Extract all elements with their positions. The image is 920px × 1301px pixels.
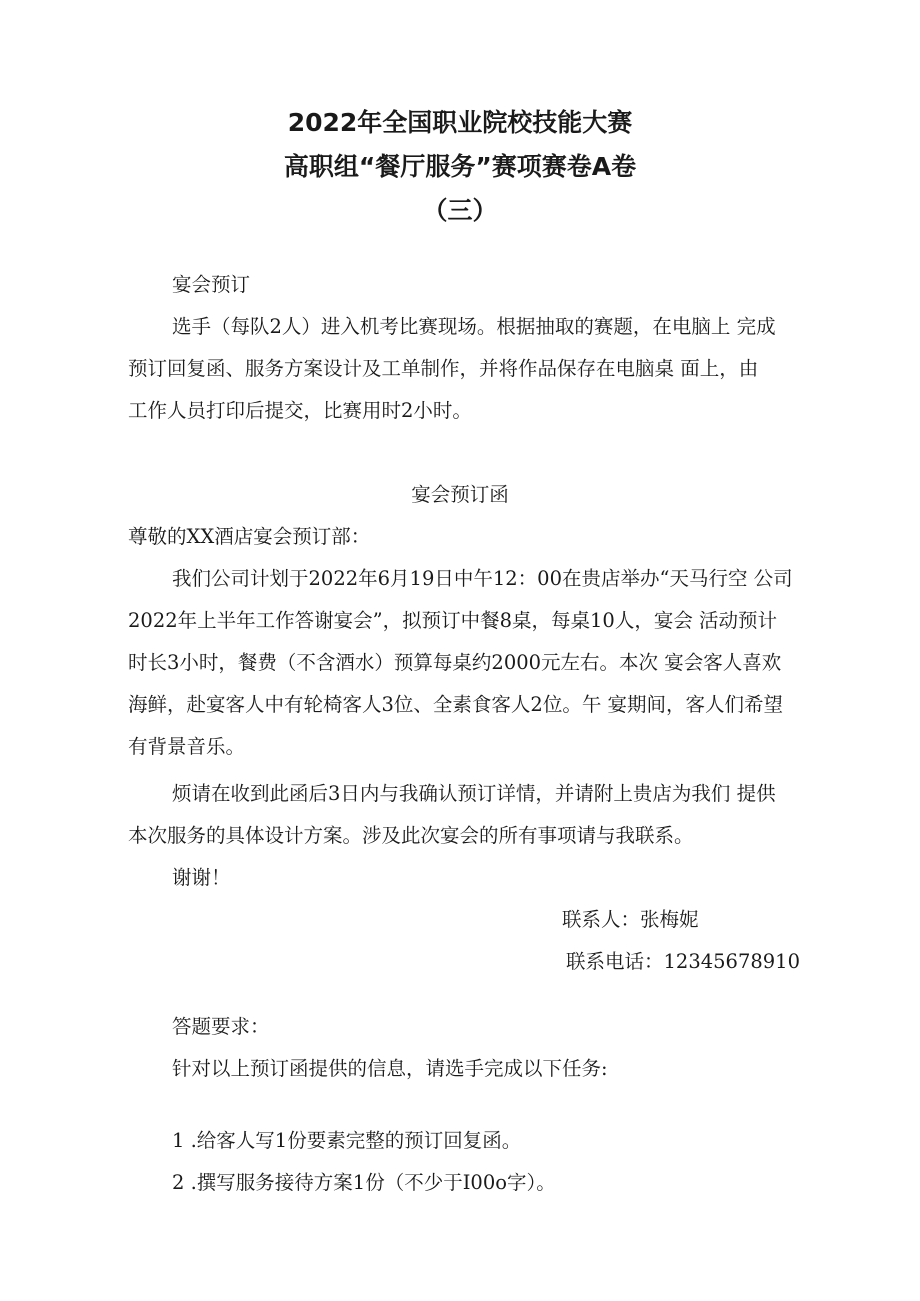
- letter-para1-line-5: 有背景音乐。: [128, 735, 246, 758]
- letter-title: 宴会预订函: [411, 483, 509, 506]
- contact-person: 联系人：张梅妮: [562, 908, 699, 931]
- intro-line-3: 工作人员打印后提交，比赛用时2小时。: [128, 399, 472, 422]
- title-line-3: （三）: [422, 196, 498, 225]
- requirement-item-1: 1 .给客人写1份要素完整的预订回复函。: [172, 1129, 522, 1152]
- requirements-intro: 针对以上预订函提供的信息，请选手完成以下任务:: [172, 1057, 608, 1080]
- letter-para2-line-1: 烦请在收到此函后3日内与我确认预订详情，并请附上贵店为我们 提供: [172, 782, 776, 805]
- letter-para1-line-1: 我们公司计划于2022年6月19日中午12：00在贵店举办“天马行空 公司: [172, 567, 793, 590]
- intro-line-1: 选手（每队2人）进入机考比赛现场。根据抽取的赛题，在电脑上 完成: [172, 315, 776, 338]
- contact-phone: 联系电话：12345678910: [566, 950, 800, 973]
- requirements-heading: 答题要求：: [172, 1015, 270, 1038]
- letter-para1-line-3: 时长3小时，餐费（不含酒水）预算每桌约2000元左右。本次 宴会客人喜欢: [128, 651, 782, 674]
- intro-line-2: 预订回复函、服务方案设计及工单制作，并将作品保存在电脑桌 面上，由: [128, 357, 759, 380]
- letter-para1-line-2: 2022年上半年工作答谢宴会”，拟预订中餐8桌，每桌10人，宴会 活动预计: [128, 609, 778, 632]
- letter-thanks: 谢谢！: [172, 866, 231, 889]
- title-line-1: 2022年全国职业院校技能大赛: [287, 108, 633, 137]
- requirement-item-2: 2 .撰写服务接待方案1份（不少于I00o字）。: [172, 1171, 556, 1194]
- letter-para1-line-4: 海鲜，赴宴客人中有轮椅客人3位、全素食客人2位。午 宴期间，客人们希望: [128, 693, 784, 716]
- letter-salutation: 尊敬的XX酒店宴会预订部：: [128, 525, 371, 548]
- title-line-2: 高职组“餐厅服务”赛项赛卷A卷: [283, 152, 637, 181]
- letter-para2-line-2: 本次服务的具体设计方案。涉及此次宴会的所有事项请与我联系。: [128, 824, 694, 847]
- section-heading: 宴会预订: [172, 273, 251, 296]
